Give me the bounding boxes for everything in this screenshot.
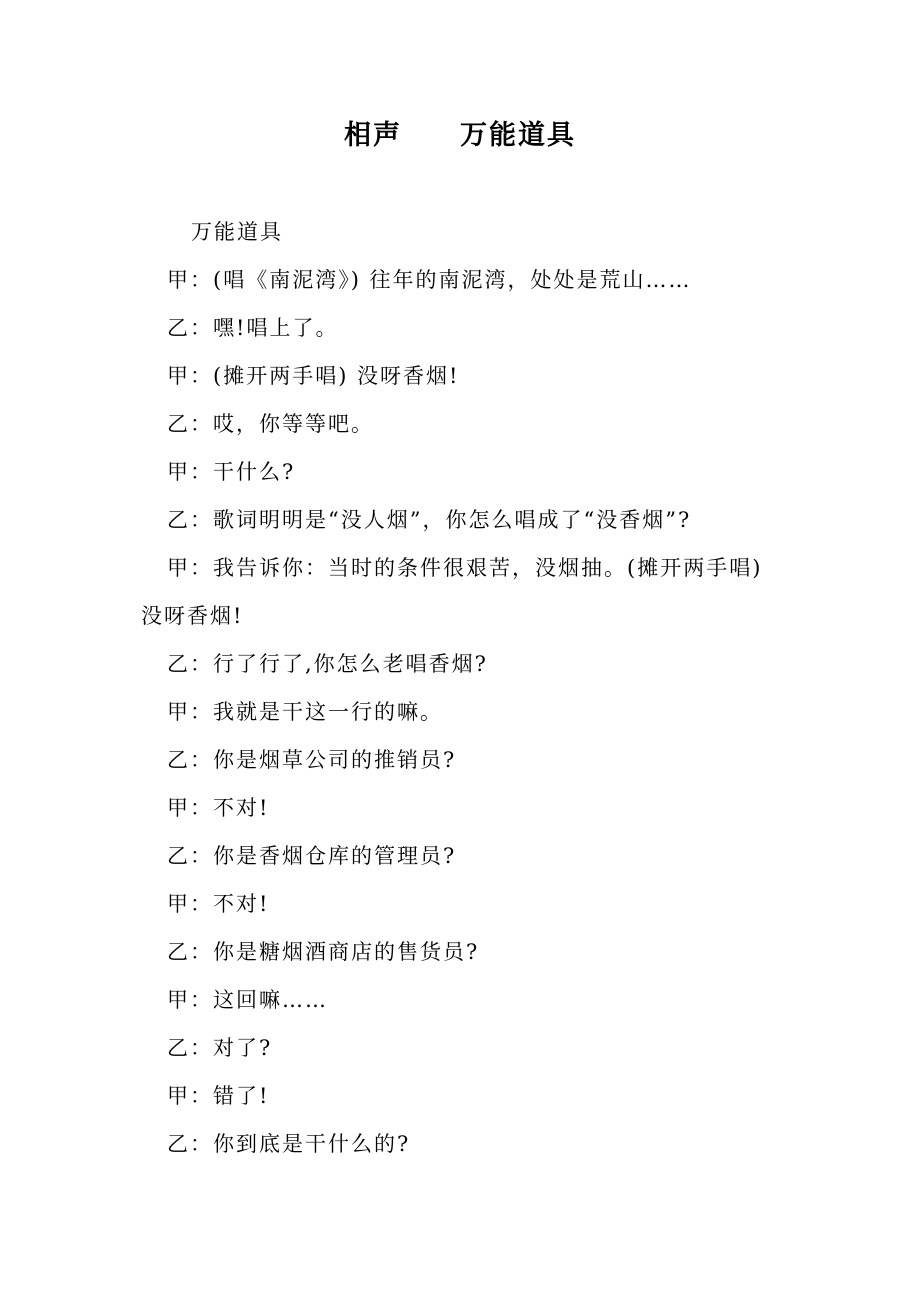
dialogue-line: 甲：不对!: [167, 796, 270, 820]
dialogue-line: 甲：我告诉你：当时的条件很艰苦，没烟抽。(摊开两手唱) 没呀香烟!: [141, 556, 763, 628]
document-title: 相声 万能道具: [344, 120, 576, 151]
dialogue-line: 乙：你是香烟仓库的管理员?: [167, 844, 457, 868]
subtitle-paragraph: 万能道具: [191, 220, 283, 244]
dialogue-line: 甲：(唱《南泥湾》) 往年的南泥湾，处处是荒山……: [167, 268, 692, 292]
dialogue-line: 乙：你是糖烟酒商店的售货员?: [167, 940, 480, 964]
dialogue-line: 甲：干什么?: [167, 460, 296, 484]
dialogue-line: 甲：(摊开两手唱) 没呀香烟!: [167, 364, 460, 388]
dialogue-line: 乙：对了?: [167, 1036, 273, 1060]
dialogue-line: 乙：行了行了,你怎么老唱香烟?: [167, 652, 488, 676]
dialogue-line: 甲：我就是干这一行的嘛。: [167, 700, 443, 724]
dialogue-line: 甲：错了!: [167, 1084, 270, 1108]
dialogue-line: 甲：这回嘛……: [167, 988, 328, 1012]
dialogue-line: 乙：嘿!唱上了。: [167, 316, 339, 340]
dialogue-line: 甲：不对!: [167, 892, 270, 916]
dialogue-line: 乙：歌词明明是“没人烟”，你怎么唱成了“没香烟”?: [167, 508, 692, 532]
dialogue-line: 乙：哎，你等等吧。: [167, 412, 374, 436]
document-body: [141, 208, 781, 1168]
dialogue-line: 乙：你到底是干什么的?: [167, 1132, 411, 1156]
dialogue-line: 乙：你是烟草公司的推销员?: [167, 748, 457, 772]
